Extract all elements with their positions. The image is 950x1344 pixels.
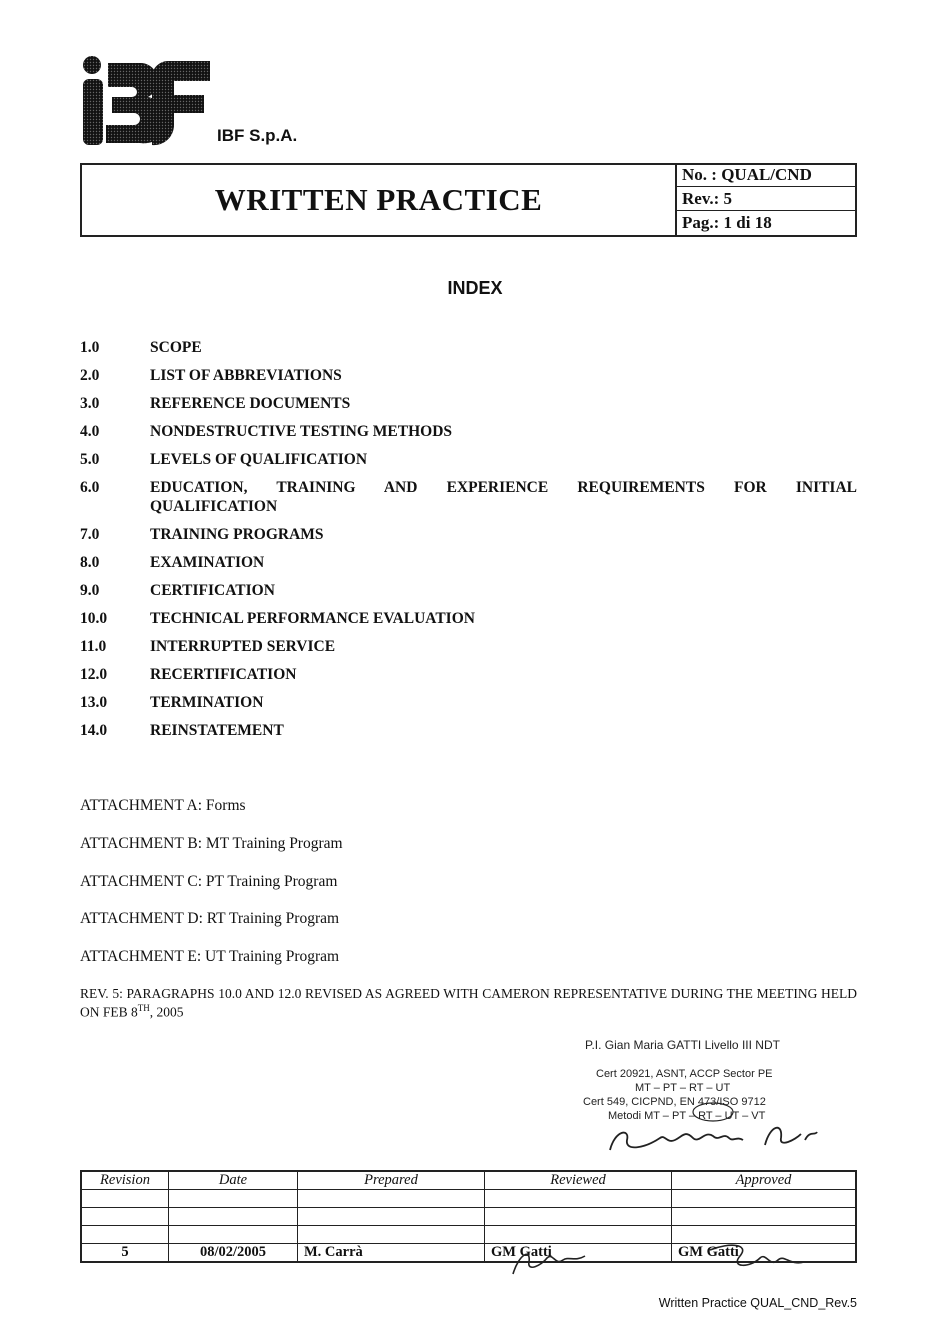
document-title: WRITTEN PRACTICE <box>214 182 543 217</box>
reviewed-cell: GM Gatti <box>485 1244 672 1263</box>
toc-text: RECERTIFICATION <box>150 666 297 683</box>
attachment-item: ATTACHMENT E: UT Training Program <box>80 948 340 965</box>
toc-number: 1.0 <box>80 339 100 356</box>
toc-text: TECHNICAL PERFORMANCE EVALUATION <box>150 610 475 627</box>
attachment-item: ATTACHMENT D: RT Training Program <box>80 910 340 927</box>
revision-note <box>80 986 857 1020</box>
column-header: Prepared <box>298 1171 485 1190</box>
column-header: Reviewed <box>485 1171 672 1190</box>
column-header: Revision <box>81 1171 169 1190</box>
date-cell: 08/02/2005 <box>169 1244 298 1263</box>
column-header: Approved <box>672 1171 857 1190</box>
document-revision: Rev.: 5 <box>677 187 857 211</box>
toc-text: TRAINING PROGRAMS <box>150 526 324 543</box>
toc-number: 2.0 <box>80 367 100 384</box>
column-header: Date <box>169 1171 298 1190</box>
approved-signature-image <box>700 1238 810 1278</box>
toc-number: 3.0 <box>80 395 100 412</box>
toc-number: 5.0 <box>80 451 100 468</box>
table-row <box>81 1190 856 1208</box>
stamp-line: MT – PT – RT – UT <box>635 1082 731 1094</box>
table-row <box>81 1208 856 1226</box>
stamp-line: Cert 20921, ASNT, ACCP Sector PE <box>596 1068 773 1080</box>
toc-text: REFERENCE DOCUMENTS <box>150 395 351 412</box>
toc-number: 9.0 <box>80 582 100 599</box>
toc-text: CERTIFICATION <box>150 582 275 599</box>
toc-text: TERMINATION <box>150 694 264 711</box>
index-title: INDEX <box>447 278 503 298</box>
document-meta <box>675 163 857 237</box>
document-number: No. : QUAL/CND <box>677 163 857 187</box>
toc-text: EXAMINATION <box>150 554 265 571</box>
revision-cell: 5 <box>81 1244 169 1263</box>
toc-text: NONDESTRUCTIVE TESTING METHODS <box>150 423 453 440</box>
toc-number: 6.0 <box>80 479 100 496</box>
stamp-line: Metodi MT – PT – RT – UT – VT <box>608 1110 766 1122</box>
stamp-line: P.I. Gian Maria GATTI Livello III NDT <box>585 1038 780 1052</box>
toc-text: SCOPE <box>150 339 202 356</box>
toc-number: 13.0 <box>80 694 108 711</box>
toc-number: 11.0 <box>80 638 107 655</box>
revision-note-sup: TH <box>137 1003 150 1013</box>
toc-number: 8.0 <box>80 554 100 571</box>
signature-image <box>605 1100 820 1160</box>
toc-item <box>80 479 857 517</box>
toc-number: 7.0 <box>80 526 100 543</box>
table-header-row <box>81 1171 856 1190</box>
attachment-item: ATTACHMENT A: Forms <box>80 797 246 814</box>
toc-text: INTERRUPTED SERVICE <box>150 638 336 655</box>
revision-note-text: REV. 5: PARAGRAPHS 10.0 AND 12.0 REVISED AS AGREED WITH CAMERON REPRESENTATIVE DURING THE MEETING HELD ON FEB 8 <box>80 986 857 1020</box>
stamp-line: Cert 549, CICPND, EN 473/ISO 9712 <box>583 1096 766 1108</box>
page-footer: Written Practice QUAL_CND_Rev.5 <box>658 1296 857 1310</box>
toc-text: EDUCATION, TRAINING AND EXPERIENCE REQUIREMENTS FOR INITIAL <box>150 479 857 496</box>
toc-text: LIST OF ABBREVIATIONS <box>150 367 342 384</box>
approved-cell: GM Gatti <box>672 1244 857 1263</box>
toc-text-continued: QUALIFICATION <box>150 498 278 515</box>
toc-number: 14.0 <box>80 722 108 739</box>
company-name: IBF S.p.A. <box>217 126 298 145</box>
revision-note-tail: , 2005 <box>149 1004 184 1020</box>
toc-text: LEVELS OF QUALIFICATION <box>150 451 368 468</box>
toc-number: 12.0 <box>80 666 108 683</box>
toc-number: 4.0 <box>80 423 100 440</box>
toc-number: 10.0 <box>80 610 108 627</box>
reviewed-signature-image <box>505 1240 595 1280</box>
attachment-item: ATTACHMENT C: PT Training Program <box>80 873 338 890</box>
prepared-cell: M. Carrà <box>298 1244 485 1263</box>
ibf-logo <box>80 55 215 150</box>
toc-text: REINSTATEMENT <box>150 722 284 739</box>
attachment-item: ATTACHMENT B: MT Training Program <box>80 835 343 852</box>
document-page: Pag.: 1 di 18 <box>682 213 772 232</box>
